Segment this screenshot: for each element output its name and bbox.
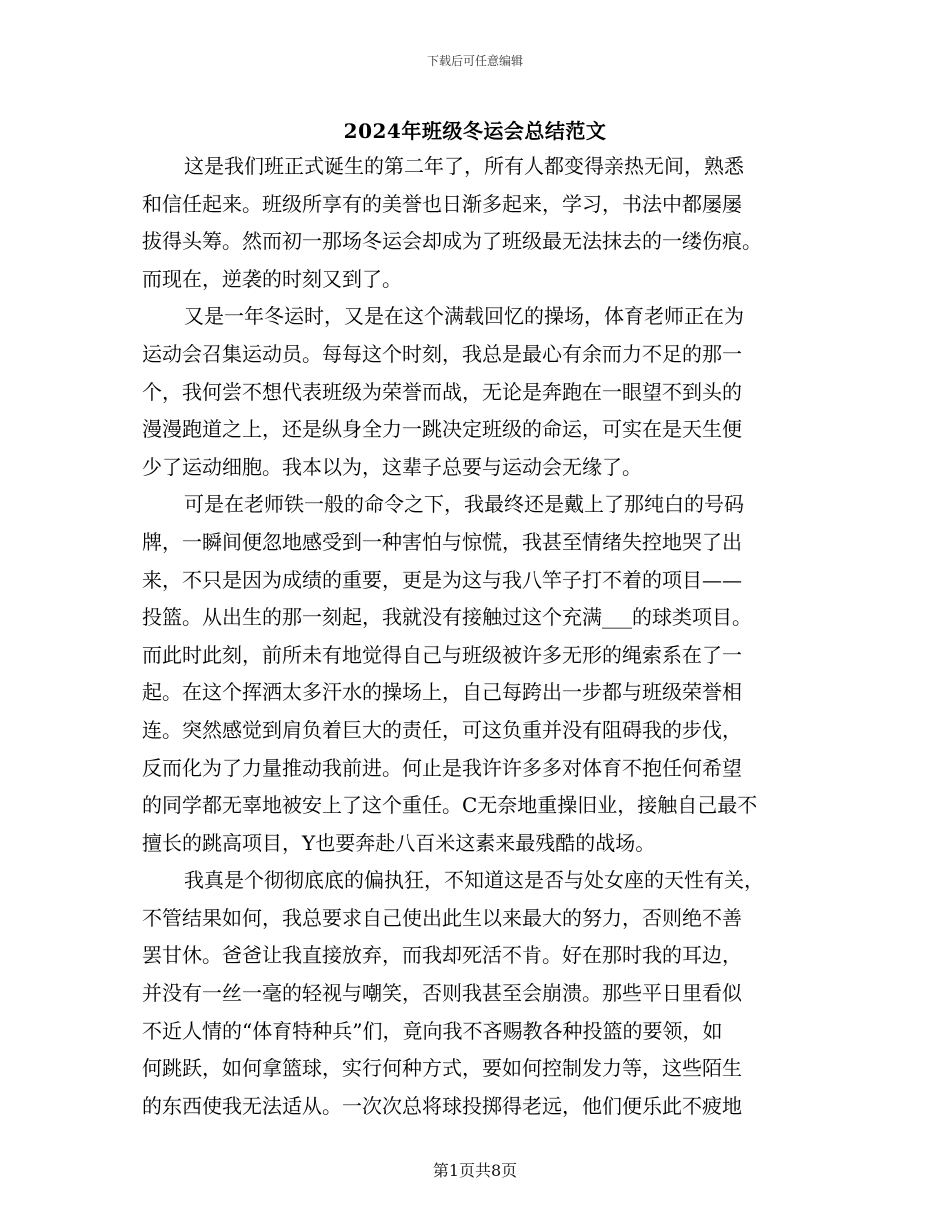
paragraph-line: 而现在，逆袭的时刻又到了。 [142,266,402,291]
paragraph-line: 擅长的跳高项目，Y也要奔赴八百米这素来最残酷的战场。 [142,830,656,855]
paragraph-line: 起。在这个挥洒太多汗水的操场上，自己每跨出一步都与班级荣誉相 [142,680,742,705]
document-title: 2024年班级冬运会总结范文 [343,119,607,143]
paragraph-line: 连。突然感觉到肩负着巨大的责任，可这负重并没有阻碍我的步伐， [142,717,742,742]
paragraph-line: 少了运动细胞。我本以为，这辈子总要与运动会无缘了。 [142,454,642,479]
paragraph-line: 漫漫跑道之上，还是纵身全力一跳决定班级的命运，可实在是天生便 [142,417,742,442]
paragraph-line: 这是我们班正式诞生的第二年了，所有人都变得亲热无间，熟悉 [184,154,744,178]
paragraph-line: 而此时此刻，前所未有地觉得自己与班级被许多无形的绳索系在了一 [142,642,742,667]
paragraph-line: 拔得头筹。然而初一那场冬运会却成为了班级最无法抹去的一缕伤痕。 [142,229,762,254]
paragraph-line: 的东西使我无法适从。一次次总将球投掷得老远，他们便乐此不疲地 [142,1093,742,1118]
paragraph-line: 牌，一瞬间便忽地感受到一种害怕与惊慌，我甚至情绪失控地哭了出 [142,529,742,554]
page-number: 第1页共8页 [432,1161,518,1180]
paragraph-line: 个，我何尝不想代表班级为荣誉而战，无论是奔跑在一眼望不到头的 [142,379,742,404]
paragraph-line: 可是在老师铁一般的命令之下，我最终还是戴上了那纯白的号码 [184,492,744,517]
paragraph-line: 和信任起来。班级所享有的美誉也日渐多起来，学习，书法中都屡屡 [142,191,742,216]
page-header: 下载后可任意编辑 [426,54,523,68]
paragraph-line: 并没有一丝一毫的轻视与嘲笑，否则我甚至会崩溃。那些平日里看似 [142,981,742,1006]
paragraph-line: 运动会召集运动员。每每这个时刻，我总是最心有余而力不足的那一 [142,341,742,366]
paragraph-line: 又是一年冬运时，又是在这个满载回忆的操场，体育老师正在为 [184,304,744,329]
document-body [142,148,812,1125]
paragraph-line: 反而化为了力量推动我前进。何止是我许许多多对体育不抱任何希望 [142,755,742,780]
paragraph-line: 何跳跃，如何拿篮球，实行何种方式，要如何控制发力等，这些陌生 [142,1056,742,1081]
paragraph-line: 不近人情的“体育特种兵”们，竟向我不吝赐教各种投篮的要领，如 [142,1018,723,1043]
paragraph-line: 罢甘休。爸爸让我直接放弃，而我却死活不肯。好在那时我的耳边， [142,943,742,968]
paragraph-line: 我真是个彻彻底底的偏执狂，不知道这是否与处女座的天性有关， [184,868,764,893]
paragraph-line: 来，不只是因为成绩的重要，更是为这与我八竿子打不着的项目—— [142,567,742,592]
paragraph-line: 不管结果如何，我总要求自己使出此生以来最大的努力，否则绝不善 [142,905,742,930]
paragraph-line: 的同学都无辜地被安上了这个重任。C无奈地重操旧业，接触自己最不 [142,793,758,818]
paragraph-line: 投篮。从出生的那一刻起，我就没有接触过这个充满___的球类项目。 [142,605,752,630]
